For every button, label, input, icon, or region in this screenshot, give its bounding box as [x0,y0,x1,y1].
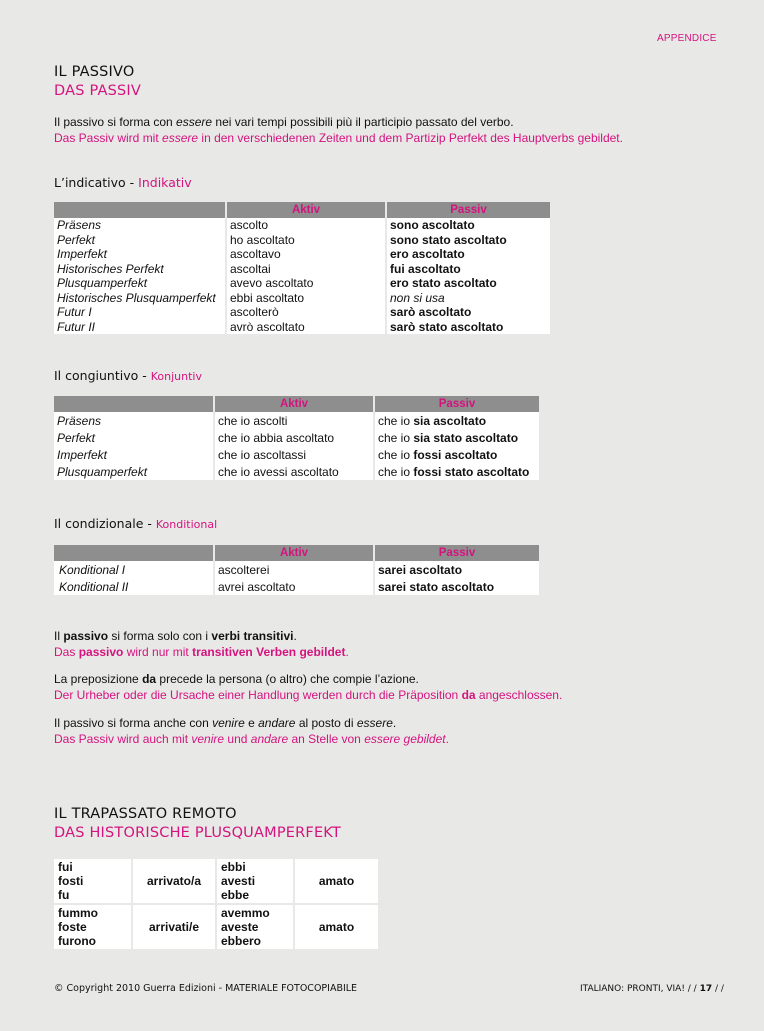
table-row: fui fosti fu arrivato/a ebbi avesti ebbe amato [54,859,378,904]
trapassato-table [54,859,378,949]
table-row: Präsens ascolto sono ascoltato [54,218,550,233]
table-row: Konditional II avrei ascoltato sarei stato ascoltato [54,578,539,595]
page-title-de: DAS PASSIV [54,83,141,99]
table-row: Perfekt ho ascoltato sono stato ascoltato [54,233,550,248]
table-header [54,545,539,561]
footer-book-page: ITALIANO: PRONTI, VIA! / / 17 / / [580,984,724,994]
condizionale-table [54,545,539,595]
indicativo-heading: L’indicativo - Indikativ [54,175,192,190]
table-row: Plusquamperfekt avevo ascoltato ero stato ascoltato [54,276,550,291]
table-header [54,202,550,218]
condizionale-heading: Il condizionale - Konditional [54,516,218,531]
trapassato-title-it: IL TRAPASSATO REMOTO [54,806,237,822]
table-row: Historisches Perfekt ascoltai fui ascoltato [54,262,550,277]
table-row: Imperfekt che io ascoltassi che io fossi ascoltato [54,446,539,463]
table-row: Perfekt che io abbia ascoltato che io sia stato ascoltato [54,429,539,446]
footer-copyright: © Copyright 2010 Guerra Edizioni - MATERIALE FOTOCOPIABILE [54,983,358,994]
indicativo-table [54,202,550,334]
note-venire-andare: Il passivo si forma anche con venire e andare al posto di essere. Das Passiv wird auch mit venire und andare an Stelle von essere gebildet. [54,716,449,746]
congiuntivo-heading: Il congiuntivo - Konjuntiv [54,368,202,383]
table-row: Imperfekt ascoltavo ero ascoltato [54,247,550,262]
header-aktiv: Aktiv [214,545,374,561]
note-preposition: La preposizione da precede la persona (o altro) che compie l’azione. Der Urheber oder die Ursache einer Handlung werden durch die Präposition da angeschlossen. [54,672,563,702]
header-aktiv: Aktiv [226,202,386,218]
trapassato-title-de: DAS HISTORISCHE PLUSQUAMPERFEKT [54,825,341,841]
intro-it: Il passivo si forma con essere nei vari tempi possibili più il participio passato del verbo. [54,115,514,129]
table-header [54,396,539,412]
header-passiv: Passiv [374,396,539,412]
table-row: Futur II avrò ascoltato sarò stato ascoltato [54,320,550,335]
table-row: Konditional I ascolterei sarei ascoltato [54,561,539,578]
page-number: 17 [699,984,713,994]
header-passiv: Passiv [386,202,550,218]
table-row: fummo foste furono arrivati/e avemmo aveste ebbero amato [54,904,378,949]
table-row: Plusquamperfekt che io avessi ascoltato che io fossi stato ascoltato [54,463,539,480]
header-passiv: Passiv [374,545,539,561]
intro-paragraph [54,114,744,146]
page-title-it: IL PASSIVO [54,64,135,80]
note-transitive: Il passivo si forma solo con i verbi transitivi. Das passivo wird nur mit transitiven Verben gebildet. [54,629,349,659]
intro-de: Das Passiv wird mit essere in den verschiedenen Zeiten und dem Partizip Perfekt des Hauptverbs gebildet. [54,131,623,145]
table-row: Präsens che io ascolti che io sia ascoltato [54,412,539,429]
congiuntivo-table [54,396,539,480]
table-row: Futur I ascolterò sarò ascoltato [54,305,550,320]
header-aktiv: Aktiv [214,396,374,412]
table-row: Historisches Plusquamperfekt ebbi ascoltato non si usa [54,291,550,306]
appendix-label: APPENDICE [657,33,717,44]
